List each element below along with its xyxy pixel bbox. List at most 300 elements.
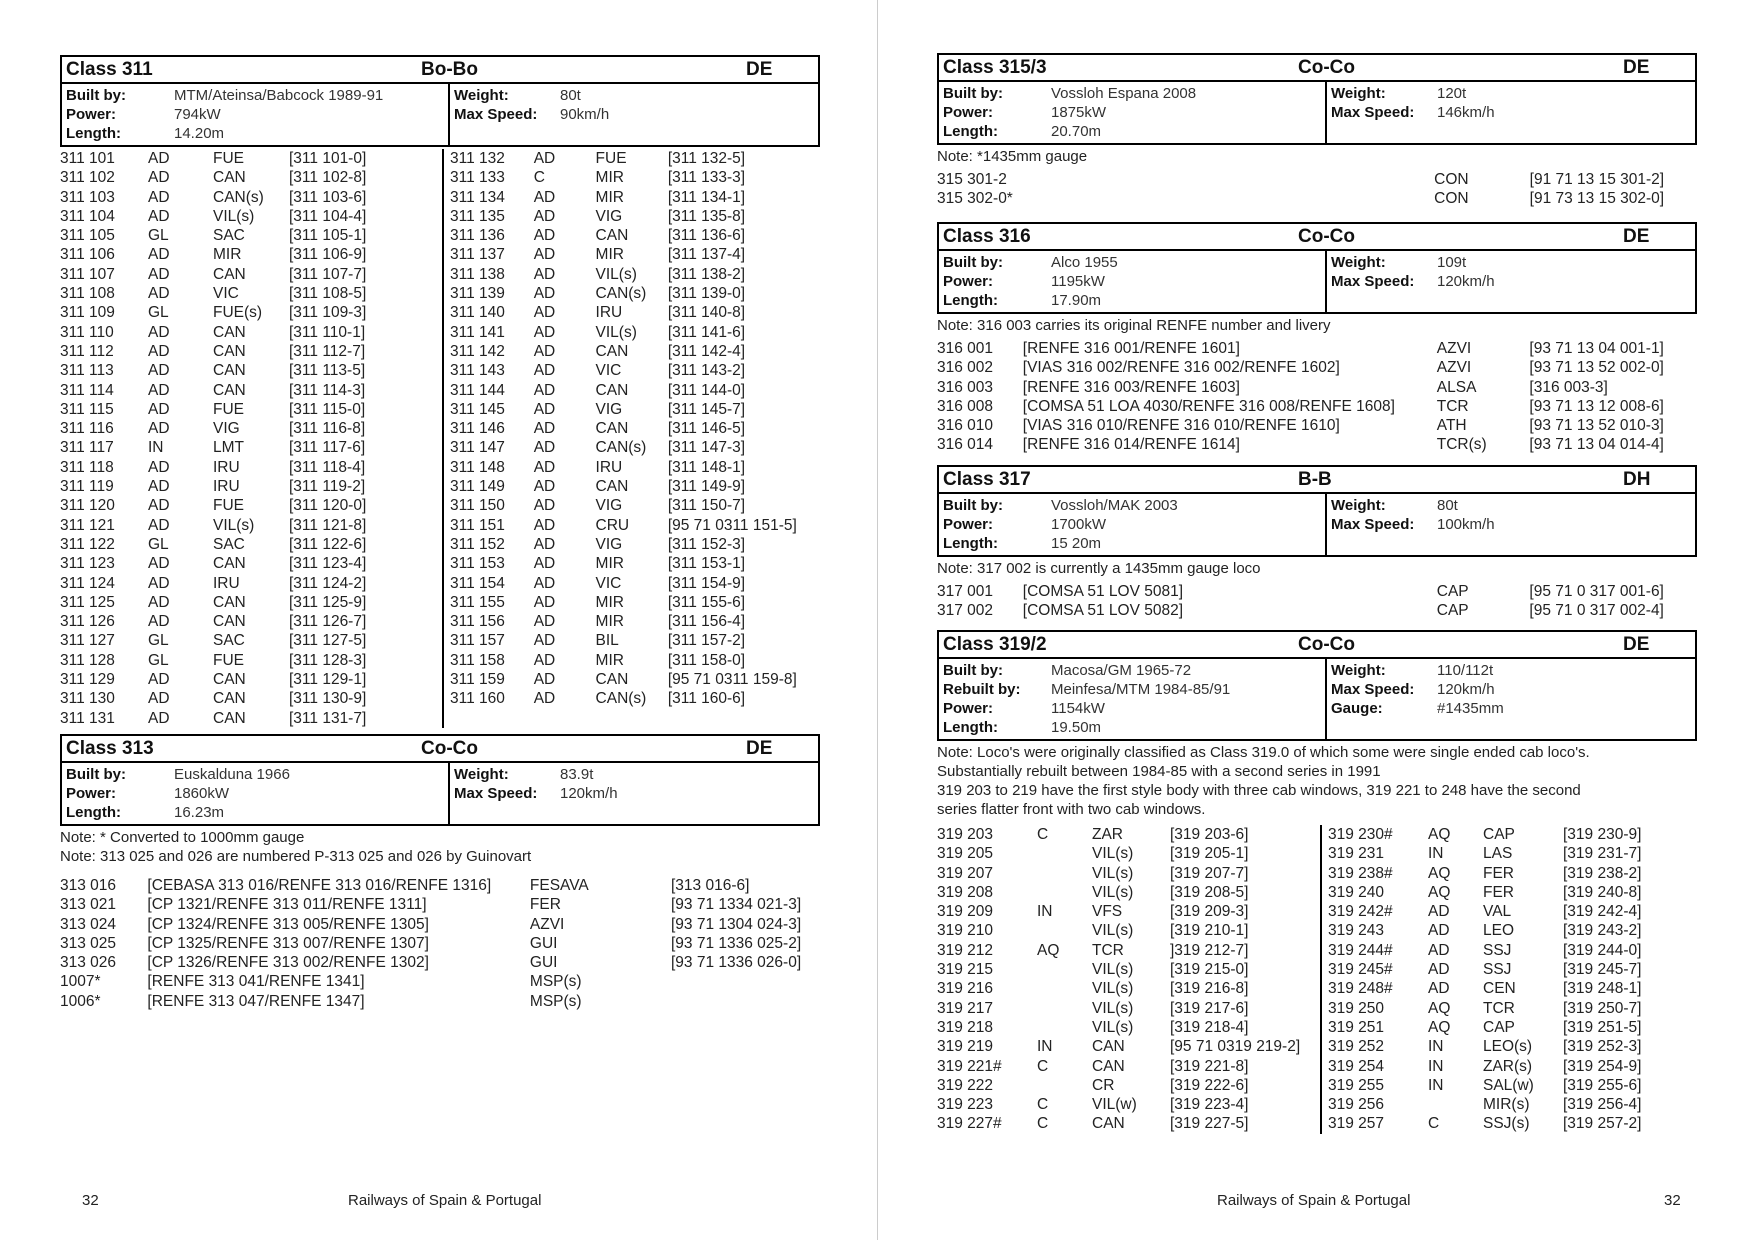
table-cell: [311 127-5] [289, 632, 367, 650]
class-title: Class 319/2 [943, 633, 1047, 655]
table-cell: LMT [213, 439, 244, 457]
table-row [60, 477, 442, 496]
class-title: Class 311 [66, 58, 153, 80]
table-cell: 319 256 [1328, 1096, 1385, 1114]
table-cell: [311 146-5] [667, 420, 746, 438]
table-row [60, 284, 442, 303]
table-cell: [93 71 1304 024-3] [670, 915, 802, 933]
table-cell: 313 026 [60, 954, 117, 972]
table-cell: MIR [595, 555, 624, 573]
table-cell: 319 203 [937, 826, 994, 843]
table-cell: CAN [595, 381, 629, 399]
table-cell: ZAR(s) [1483, 1057, 1533, 1075]
table-cell: AD [533, 593, 556, 611]
table-cell [1037, 864, 1092, 883]
table-cell: [93 71 1334 021-3] [670, 896, 802, 914]
table-row [937, 1018, 1320, 1037]
table-cell: 311 128 [60, 651, 115, 669]
spec-item [943, 718, 1321, 737]
table-cell: 311 129 [60, 671, 115, 689]
table-row [60, 689, 442, 708]
table-cell: AD [1428, 922, 1450, 940]
table-cell: AD [533, 381, 556, 399]
table-cell: [311 114-3] [289, 381, 366, 399]
spec-item [1331, 253, 1691, 272]
table-cell: SSJ [1483, 941, 1512, 959]
table-row [60, 381, 442, 400]
table-cell [1037, 960, 1092, 979]
table-row [1328, 1037, 1698, 1056]
table-cell: ]319 212-7] [1170, 941, 1249, 959]
table-cell: 316 014 [937, 436, 994, 454]
table-cell: [CP 1326/RENFE 313 002/RENFE 1302] [147, 954, 429, 972]
table-row [1328, 979, 1698, 998]
table-cell: [311 148-1] [667, 458, 746, 476]
table-cell: [311 155-6] [667, 593, 746, 611]
table-cell: [95 71 0311 151-5] [667, 516, 797, 534]
table-cell: VIC [595, 362, 622, 380]
table-cell: 319 212 [937, 941, 994, 959]
spec-item [943, 680, 1321, 699]
table-cell: [COMSA 51 LOA 4030/RENFE 316 008/RENFE 1608] [1022, 397, 1395, 415]
note-line: Note: 316 003 carries its original RENFE number and livery [937, 317, 1331, 334]
table-cell: [319 254-9] [1563, 1057, 1642, 1075]
table-cell: 315 301-2 [937, 171, 1007, 188]
table-cell: 319 219 [937, 1038, 994, 1056]
wheel-arrangement: Bo-Bo [421, 58, 478, 80]
table-cell: AD [533, 265, 556, 283]
table-row [937, 921, 1320, 940]
spec-label: Max Speed: [1331, 516, 1415, 533]
table-cell: CAN [213, 613, 246, 631]
table-cell: 311 122 [60, 535, 115, 553]
table-row [60, 323, 442, 342]
table-cell: [311 121-8] [289, 516, 367, 534]
table-cell: GL [148, 227, 169, 245]
table-cell: 319 255 [1328, 1076, 1385, 1094]
table-row [60, 972, 820, 991]
table-cell: AD [533, 150, 556, 167]
table-cell: AD [148, 150, 170, 167]
table-cell: [311 103-6] [289, 188, 367, 206]
table-cell: AD [148, 478, 170, 496]
table-cell: AD [148, 671, 170, 689]
table-cell: CAN(s) [595, 439, 647, 457]
table-cell: [319 203-6] [1170, 826, 1249, 843]
table-cell: CAN [1092, 1115, 1125, 1133]
table-cell: FUE [213, 651, 244, 669]
table-cell: AD [148, 285, 170, 303]
spec-column [939, 82, 1327, 143]
table-cell: AD [533, 207, 556, 225]
table-cell: CAN [213, 593, 246, 611]
fleet-list-right [442, 149, 820, 728]
table-row [450, 458, 820, 477]
table-row [450, 612, 820, 631]
table-cell: 1006* [60, 992, 101, 1010]
page-number: 32 [82, 1192, 99, 1209]
spec-item [943, 496, 1321, 515]
table-cell [1037, 999, 1092, 1018]
table-cell: AD [533, 671, 556, 689]
table-cell: 311 116 [60, 420, 114, 438]
spec-label: Length: [943, 719, 998, 736]
table-cell: BIL [595, 632, 619, 650]
table-cell: 311 159 [450, 671, 505, 689]
table-row [937, 1114, 1320, 1133]
table-cell: CAN [595, 227, 629, 245]
table-cell: IRU [213, 478, 240, 496]
table-cell: 319 231 [1328, 845, 1385, 863]
table-cell: AQ [1428, 864, 1451, 882]
table-cell: AD [148, 362, 170, 380]
table-cell: 311 119 [60, 478, 114, 496]
spec-value: 1700kW [1051, 516, 1107, 533]
table-cell: IRU [213, 458, 240, 476]
class-319-section [937, 630, 1697, 1134]
table-row [937, 378, 1697, 397]
table-cell: AD [148, 188, 170, 206]
table-cell: [RENFE 316 014/RENFE 1614] [1022, 436, 1240, 454]
table-cell: 316 001 [937, 340, 994, 357]
table-cell: [VIAS 316 002/RENFE 316 002/RENFE 1602] [1022, 359, 1340, 377]
table-cell [1037, 883, 1092, 902]
table-cell: AD [533, 420, 556, 438]
table-cell: FUE [213, 497, 244, 515]
spec-label: Length: [66, 804, 121, 821]
table-row [450, 188, 820, 207]
wheel-arrangement: Co-Co [1298, 633, 1355, 655]
spec-item [66, 105, 444, 124]
table-cell: CAN [213, 671, 246, 689]
class-title: Class 315/3 [943, 56, 1047, 78]
table-cell: 311 156 [450, 613, 505, 631]
spec-label: Power: [943, 516, 994, 533]
spec-value: Macosa/GM 1965-72 [1051, 662, 1192, 679]
table-row [60, 226, 442, 245]
table-row [60, 496, 442, 515]
table-row [60, 992, 820, 1011]
table-cell: FUE [213, 400, 244, 418]
table-cell: [311 150-7] [667, 497, 746, 515]
table-cell: IN [1428, 1057, 1444, 1075]
table-cell: [311 139-0] [667, 285, 746, 303]
spec-item [1331, 84, 1691, 103]
table-cell: FUE(s) [213, 304, 263, 322]
note-line: Note: 313 025 and 026 are numbered P-313 025 and 026 by Guinovart [60, 848, 532, 865]
table-cell: [311 108-5] [289, 285, 367, 303]
table-cell: [311 143-2] [667, 362, 746, 380]
table-cell: CAN [213, 690, 246, 708]
table-cell: AD [1428, 941, 1450, 959]
spec-value: 80t [560, 87, 581, 104]
table-cell: CAN(s) [595, 690, 647, 708]
spec-label: Power: [943, 700, 994, 717]
table-cell: 311 135 [450, 207, 505, 225]
table-cell: AD [148, 265, 170, 283]
table-cell: 311 149 [450, 478, 505, 496]
table-cell: 317 001 [937, 583, 994, 600]
table-cell: IN [1428, 1076, 1444, 1094]
spec-label: Max Speed: [454, 785, 538, 802]
table-cell: 311 145 [450, 400, 505, 418]
table-row [937, 960, 1320, 979]
spec-item [943, 661, 1321, 680]
table-cell: CAN [1092, 1038, 1125, 1056]
spec-column [62, 84, 450, 145]
table-cell: [319 244-0] [1563, 941, 1642, 959]
table-cell: 319 215 [937, 961, 994, 979]
table-cell: [RENFE 316 001/RENFE 1601] [1022, 340, 1240, 357]
table-row [60, 303, 442, 322]
table-cell: AD [1428, 980, 1450, 998]
table-cell: 313 016 [60, 877, 117, 894]
spec-item [1331, 661, 1691, 680]
page-number: 32 [1664, 1192, 1681, 1209]
table-cell: 311 146 [450, 420, 505, 438]
spec-value: 794kW [174, 106, 221, 123]
table-row [937, 416, 1697, 435]
table-cell: AD [1428, 903, 1450, 921]
note-line: Note: * Converted to 1000mm gauge [60, 829, 305, 846]
table-cell: CAP [1436, 602, 1469, 620]
class-notes [937, 316, 1697, 335]
table-cell: 311 126 [60, 613, 115, 631]
traction-type: DE [1623, 633, 1650, 655]
table-cell: VAL [1483, 903, 1512, 921]
table-cell: VIL(s) [1092, 883, 1134, 901]
traction-type: DH [1623, 468, 1651, 490]
spec-item [943, 122, 1321, 141]
table-cell: AQ [1428, 1018, 1451, 1036]
spec-item [1331, 699, 1691, 718]
table-cell: CAN [1092, 1057, 1125, 1075]
table-row [937, 1037, 1320, 1056]
table-row [60, 188, 442, 207]
table-row [1328, 1076, 1698, 1095]
table-cell: [319 251-5] [1563, 1018, 1642, 1036]
table-cell: [93 71 13 04 014-4] [1529, 436, 1664, 454]
table-cell: 311 153 [450, 555, 505, 573]
table-cell: AD [533, 227, 556, 245]
table-cell: AD [148, 593, 170, 611]
table-cell: AD [533, 555, 556, 573]
table-row [60, 535, 442, 554]
table-cell: 311 105 [60, 227, 115, 245]
table-row [60, 895, 820, 914]
wheel-arrangement: Co-Co [421, 737, 478, 759]
table-row [450, 207, 820, 226]
table-row [450, 651, 820, 670]
spec-value: 15 20m [1051, 535, 1102, 552]
spec-label: Max Speed: [1331, 681, 1415, 698]
spec-label: Built by: [943, 497, 1003, 514]
class-316-section [937, 222, 1697, 455]
table-cell: [319 256-4] [1563, 1096, 1642, 1114]
spec-label: Length: [66, 125, 121, 142]
spec-column [1327, 82, 1695, 143]
table-cell: [93 71 1336 026-0] [670, 954, 802, 972]
table-cell: C [1037, 1057, 1049, 1075]
spec-label: Max Speed: [1331, 104, 1415, 121]
table-cell: AD [533, 632, 556, 650]
table-cell: AZVI [1436, 340, 1472, 357]
table-cell: [311 104-4] [289, 207, 367, 225]
table-cell: 311 120 [60, 497, 115, 515]
table-cell: [311 147-3] [667, 439, 746, 457]
spec-item [943, 272, 1321, 291]
table-row [450, 438, 820, 457]
spec-value: 1875kW [1051, 104, 1107, 121]
table-cell: 319 230# [1328, 826, 1393, 843]
table-cell: AD [148, 690, 170, 708]
table-row [60, 554, 442, 573]
table-cell: FUE [213, 150, 244, 167]
table-cell: [93 71 13 04 001-1] [1529, 340, 1664, 357]
table-cell: C [1037, 826, 1049, 843]
table-cell: [311 156-4] [667, 613, 746, 631]
table-cell: [319 257-2] [1563, 1115, 1642, 1133]
table-row [450, 226, 820, 245]
table-cell: [311 157-2] [667, 632, 746, 650]
spec-item [66, 86, 444, 105]
spec-value: 90km/h [560, 106, 610, 123]
table-row [450, 168, 820, 187]
table-cell: [311 117-6] [289, 439, 366, 457]
table-cell: [311 123-4] [289, 555, 367, 573]
table-cell: [319 227-5] [1170, 1115, 1249, 1133]
table-cell: [COMSA 51 LOV 5082] [1022, 602, 1184, 620]
table-cell: [311 153-1] [667, 555, 746, 573]
table-cell: 311 155 [450, 593, 505, 611]
spec-value: 120km/h [1437, 273, 1495, 290]
spec-value: 109t [1437, 254, 1467, 271]
table-row [1328, 883, 1698, 902]
table-cell: AD [148, 420, 170, 438]
table-cell: 311 101 [60, 150, 115, 167]
table-cell: 316 002 [937, 359, 994, 377]
table-cell: AQ [1037, 941, 1060, 959]
table-cell: [311 133-3] [667, 169, 746, 187]
table-cell: VIL(s) [213, 207, 255, 225]
table-row [450, 574, 820, 593]
table-cell: IRU [213, 574, 240, 592]
table-cell: VIL(s) [595, 323, 637, 341]
table-row [937, 1076, 1320, 1095]
spec-value: 146km/h [1437, 104, 1495, 121]
spec-label: Power: [66, 785, 117, 802]
spec-value: MTM/Ateinsa/Babcock 1989-91 [174, 87, 384, 104]
table-row [60, 149, 442, 168]
table-row [1328, 960, 1698, 979]
table-cell: VIL(w) [1092, 1096, 1137, 1114]
table-cell: MIR(s) [1483, 1096, 1530, 1114]
spec-label: Weight: [1331, 497, 1386, 514]
table-cell: AD [533, 188, 556, 206]
table-cell: ZAR [1092, 826, 1123, 843]
class-title: Class 313 [66, 737, 154, 759]
table-row [1328, 1057, 1698, 1076]
table-row [450, 419, 820, 438]
table-cell: 311 117 [60, 439, 114, 457]
spec-column [1327, 494, 1695, 555]
table-cell: 319 250 [1328, 999, 1385, 1017]
table-cell: IN [1037, 1038, 1053, 1056]
table-cell: [311 141-6] [667, 323, 746, 341]
table-cell: 311 125 [60, 593, 115, 611]
table-cell: [95 71 0319 219-2] [1170, 1038, 1301, 1056]
table-cell: FER [1483, 864, 1514, 882]
table-cell: VIC [213, 285, 239, 303]
table-cell: [311 101-0] [289, 150, 367, 167]
table-cell: [93 71 1336 025-2] [670, 934, 802, 952]
class-notes [937, 559, 1697, 578]
spec-value: 19.50m [1051, 719, 1102, 736]
table-row [60, 516, 442, 535]
table-cell: 311 104 [60, 207, 115, 225]
table-cell: AD [1428, 961, 1450, 979]
table-cell: VIG [595, 497, 623, 515]
spec-item [454, 86, 814, 105]
table-cell: AD [533, 458, 556, 476]
table-cell: [311 116-8] [289, 420, 366, 438]
table-cell: 311 134 [450, 188, 505, 206]
table-cell: SAC [213, 632, 245, 650]
table-row [450, 149, 820, 168]
table-cell: 311 113 [60, 362, 114, 380]
wheel-arrangement: B-B [1298, 468, 1332, 490]
table-cell: [319 230-9] [1563, 826, 1642, 843]
table-cell: VIL(s) [1092, 845, 1134, 863]
table-cell: [311 134-1] [667, 188, 746, 206]
table-cell: MIR [595, 246, 624, 264]
table-cell: 311 133 [450, 169, 505, 187]
table-cell: [319 240-8] [1563, 883, 1642, 901]
spec-item [943, 534, 1321, 553]
table-cell: [311 144-0] [667, 381, 746, 399]
table-cell: [319 223-4] [1170, 1096, 1249, 1114]
table-cell: [311 135-8] [667, 207, 746, 225]
table-cell: FESAVA [529, 877, 589, 894]
table-cell: VIL(s) [595, 265, 637, 283]
table-cell: CAN [595, 478, 629, 496]
spec-item [943, 103, 1321, 122]
table-cell: 311 108 [60, 285, 115, 303]
table-row [60, 709, 442, 728]
spec-item [454, 105, 814, 124]
table-cell: 311 144 [450, 381, 505, 399]
table-cell: [311 152-3] [667, 535, 746, 553]
table-cell: CRU [595, 516, 630, 534]
note-line: Note: 317 002 is currently a 1435mm gauge loco [937, 560, 1261, 577]
table-cell: GUI [529, 954, 558, 972]
table-cell: 319 248# [1328, 980, 1393, 998]
class-notes [60, 828, 820, 866]
table-cell: [311 115-0] [289, 400, 366, 418]
table-cell [1037, 979, 1092, 998]
class-title: Class 317 [943, 468, 1031, 490]
spec-column [450, 763, 818, 824]
table-cell: MIR [595, 613, 624, 631]
table-cell: AD [148, 574, 170, 592]
table-cell: [311 130-9] [289, 690, 367, 708]
table-cell: IN [1428, 845, 1444, 863]
table-cell: SAL(w) [1483, 1076, 1534, 1094]
spec-value: 1154kW [1051, 700, 1105, 717]
table-cell: [311 119-2] [289, 478, 366, 496]
table-cell: [311 122-6] [289, 535, 367, 553]
fleet-list-left [60, 149, 442, 728]
